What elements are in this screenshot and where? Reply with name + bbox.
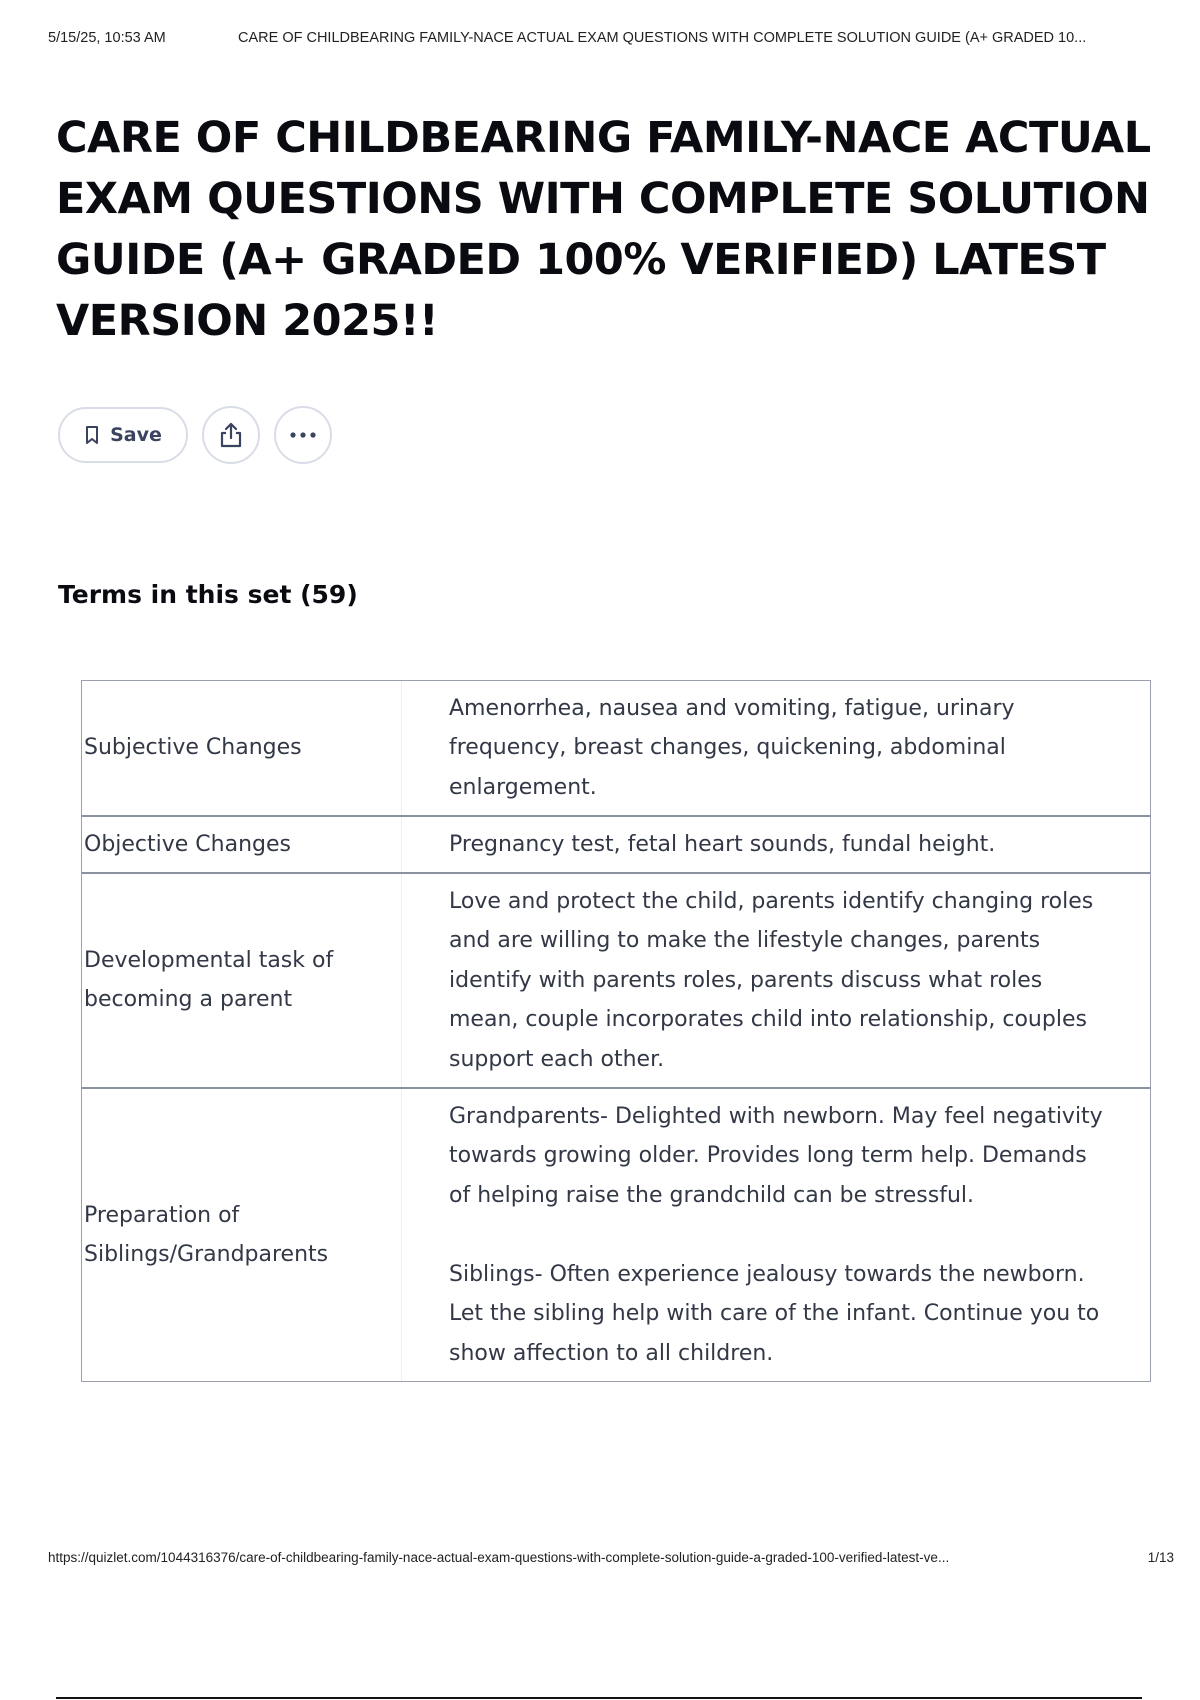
term-word: Subjective Changes	[82, 681, 402, 816]
term-definition: Pregnancy test, fetal heart sounds, fundal height.	[449, 831, 996, 857]
more-options-button[interactable]	[274, 406, 332, 464]
term-row	[81, 1087, 1151, 1383]
term-row	[81, 872, 1151, 1089]
term-row	[81, 680, 1151, 817]
term-word: Objective Changes	[82, 817, 402, 873]
page-number: 1/13	[1147, 1550, 1174, 1565]
action-bar	[58, 405, 332, 465]
divider	[56, 1697, 1142, 1699]
print-url: https://quizlet.com/1044316376/care-of-childbearing-family-nace-actual-exam-questions-with-complete-solution-guide-a-graded-100-verified-latest-ve...	[48, 1550, 950, 1565]
term-definition: Amenorrhea, nausea and vomiting, fatigue, urinary frequency, breast changes, quickening, abdominal enlargement.	[449, 695, 1015, 800]
print-header	[48, 30, 1190, 50]
term-word: Preparation of Siblings/Grandparents	[82, 1089, 402, 1382]
terms-list	[81, 681, 1151, 1382]
more-icon	[289, 431, 317, 439]
bookmark-icon	[84, 425, 100, 445]
save-button[interactable]	[58, 407, 188, 463]
term-word: Developmental task of becoming a parent	[82, 874, 402, 1088]
print-footer	[48, 1550, 1190, 1570]
terms-heading: Terms in this set (59)	[58, 580, 358, 609]
page-title: CARE OF CHILDBEARING FAMILY-NACE ACTUAL EXAM QUESTIONS WITH COMPLETE SOLUTION GUIDE (A+ GRADED 100% VERIFIED) LATEST VERSION 2025!!	[56, 113, 1151, 346]
term-definition: Love and protect the child, parents identify changing roles and are willing to make the lifestyle changes, parents identify with parents roles, parents discuss what roles mean, couple incorporates child into relationship, couples support each other.	[449, 888, 1094, 1072]
share-button[interactable]	[202, 406, 260, 464]
save-button-label: Save	[110, 424, 162, 446]
share-icon	[218, 421, 244, 449]
term-definition: Grandparents- Delighted with newborn. May feel negativity towards growing older. Provides long term help. Demands of helping raise the grandchild can be stressful. Siblings- Often experience jealousy towards the newborn. Let the sibling help with care of the infant. Continue you to show affection to all children.	[449, 1103, 1103, 1366]
term-row	[81, 815, 1151, 874]
print-date: 5/15/25, 10:53 AM	[48, 30, 166, 46]
print-doc-title: CARE OF CHILDBEARING FAMILY-NACE ACTUAL EXAM QUESTIONS WITH COMPLETE SOLUTION GUIDE (A+ GRADED 10...	[238, 30, 1087, 46]
